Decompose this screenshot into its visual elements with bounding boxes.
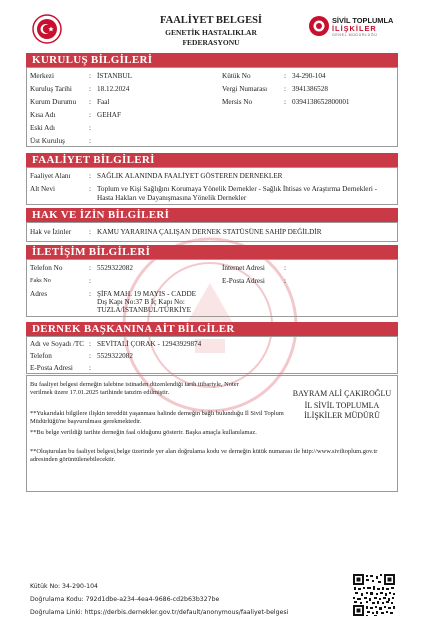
baskan-adsoyad-value: SEVİTALİ ÇORAK - 12943929874 [97,340,202,348]
colon: : [89,340,91,348]
colon: : [89,98,91,106]
field-value: Faal [97,98,110,106]
telefon-value: 5529322082 [97,264,133,272]
colon: : [89,111,91,119]
field-value: 34-290-104 [292,72,326,80]
alt-nevi-value: Toplum ve Kişi Sağlığını Korumaya Yönelik Dernekler - Sağlık İhtisas ve Araştırma Dernekleri - Hasta Hakları ve Dayanışmasına Yönelik Dernekler [97,185,378,202]
colon: : [89,124,91,132]
eposta-label: E-Posta Adresi [222,277,265,285]
colon: : [284,72,286,80]
issue-statement: Bu faaliyet belgesi derneğin talebine istinaden düzenlendiği tarih itibariyle, Noter verilmek üzere 17.01.2025 tarihinde tanzim edilmiştir. [30,381,239,396]
baskan-eposta-label: E-Posta Adresi [30,364,73,372]
adres-line2: Dış Kapı No:37 B İç Kapı No: [97,298,185,306]
footer-verification-link[interactable]: Doğrulama Linki: https://derbis.dernekler.gov.tr/default/anonymous/faaliyet-belgesi [30,609,289,616]
signer-title-line1: İL SİVİL TOPLUMLA [304,401,380,410]
document-title: FAALİYET BELGESİ [159,15,263,26]
note-2: **Bu belge verildiği tarihte derneğin faal olduğunu gösterir. Başka amaçla kullanılamaz. [30,429,257,436]
brand-tag-text: GENEL MÜDÜRLÜĞÜ [332,33,378,37]
brand-logo [308,13,408,45]
colon: : [89,172,91,180]
note-1: **Yukarıdaki bilgilere ilişkin tereddüt yaşanması halinde derneğin bağlı bulunduğu İl Sivil Toplum Müdürlüğü'ne başvurulması gerekmektedir. [30,410,284,425]
field-label: Kütük No [222,72,251,80]
adres-label: Adres [30,290,48,298]
alt-nevi-label: Alt Nevi [30,185,55,193]
field-value: 18.12.2024 [97,85,130,93]
adres-line3: TUZLA/İSTANBUL/TÜRKİYE [97,306,192,314]
section-iletisim-box [26,259,398,317]
field-value: 0394138652800001 [292,98,350,106]
signer-name: BAYRAM ALİ ÇAKIROĞLU [292,389,392,398]
colon: : [89,264,91,272]
section-kurulus-box [26,67,398,147]
brand-emblem-icon [308,15,330,37]
colon: : [89,85,91,93]
qr-code-icon [352,573,396,617]
colon: : [89,185,91,193]
footer-verification-code: Doğrulama Kodu: 792d1dbe-a234-4ea4-9686-cd2b63b327be [30,596,220,603]
section-kurulus-header: KURULUŞ BİLGİLERİ [26,53,398,67]
colon: : [284,264,286,272]
organization-name-line1: GENETİK HASTALIKLAR [165,28,257,37]
organization-name-line2: FEDERASYONU [182,38,240,47]
field-value: GEHAF [97,111,121,119]
colon: : [89,72,91,80]
faaliyet-alani-label: Faaliyet Alanı [30,172,71,180]
section-iletisim-header: İLETİŞİM BİLGİLERİ [26,245,398,259]
hak-izin-value: KAMU YARARINA ÇALIŞAN DERNEK STATÜSÜNE SAHİP DEĞİLDİR [97,228,322,236]
signer-title-line2: İLİŞKİLER MÜDÜRÜ [304,411,380,420]
field-label: Eski Adı [30,124,55,132]
field-label: Kuruluş Tarihi [30,85,72,93]
telefon-label: Telefon No [30,264,63,272]
colon: : [284,85,286,93]
adres-line1: ŞİFA MAH. 19 MAYIS - CADDE [97,290,197,298]
section-hak-header: HAK VE İZİN BİLGİLERİ [26,208,398,222]
note-3: **Oluşturulan bu faaliyet belgesi,belge üzerinde yer alan doğrulama kodu ve derneğin kütük numarası ile http://www.siviltoplum.gov.tr adresinden görüntülenebilecektir. [30,448,378,463]
section-baskan-header: DERNEK BAŞKANINA AİT BİLGİLER [26,322,398,336]
field-value: 3941386528 [292,85,328,93]
brand-main-text: SİVİL TOPLUMLA [332,16,394,25]
baskan-adsoyad-label: Adı ve Soyadı /TC [30,340,85,348]
colon: : [89,364,91,372]
field-label: Merkezi [30,72,54,80]
colon: : [89,290,91,298]
baskan-telefon-label: Telefon [30,352,52,360]
colon: : [89,228,91,236]
field-label: Kurum Durumu [30,98,77,106]
field-value: İSTANBUL [97,72,132,80]
internet-label: İnternet Adresi [222,264,265,272]
field-label: Üst Kuruluş [30,137,65,145]
faks-label: Faks No [30,277,51,284]
field-label: Vergi Numarası [222,85,268,93]
colon: : [89,277,91,285]
colon: : [89,137,91,145]
footer-kutuk-no: Kütük No: 34-290-104 [30,583,98,590]
section-faaliyet-header: FAALİYET BİLGİLERİ [26,153,398,167]
hak-izin-label: Hak ve İzinler [30,228,72,236]
faaliyet-alani-value: SAĞLIK ALANINDA FAALİYET GÖSTEREN DERNEKLER [97,172,283,180]
baskan-telefon-value: 5529322082 [97,352,133,360]
brand-sub-text: İLİŞKİLER [332,24,377,33]
field-label: Kısa Adı [30,111,56,119]
colon: : [89,352,91,360]
field-label: Mersis No [222,98,253,106]
colon: : [284,98,286,106]
colon: : [284,277,286,285]
